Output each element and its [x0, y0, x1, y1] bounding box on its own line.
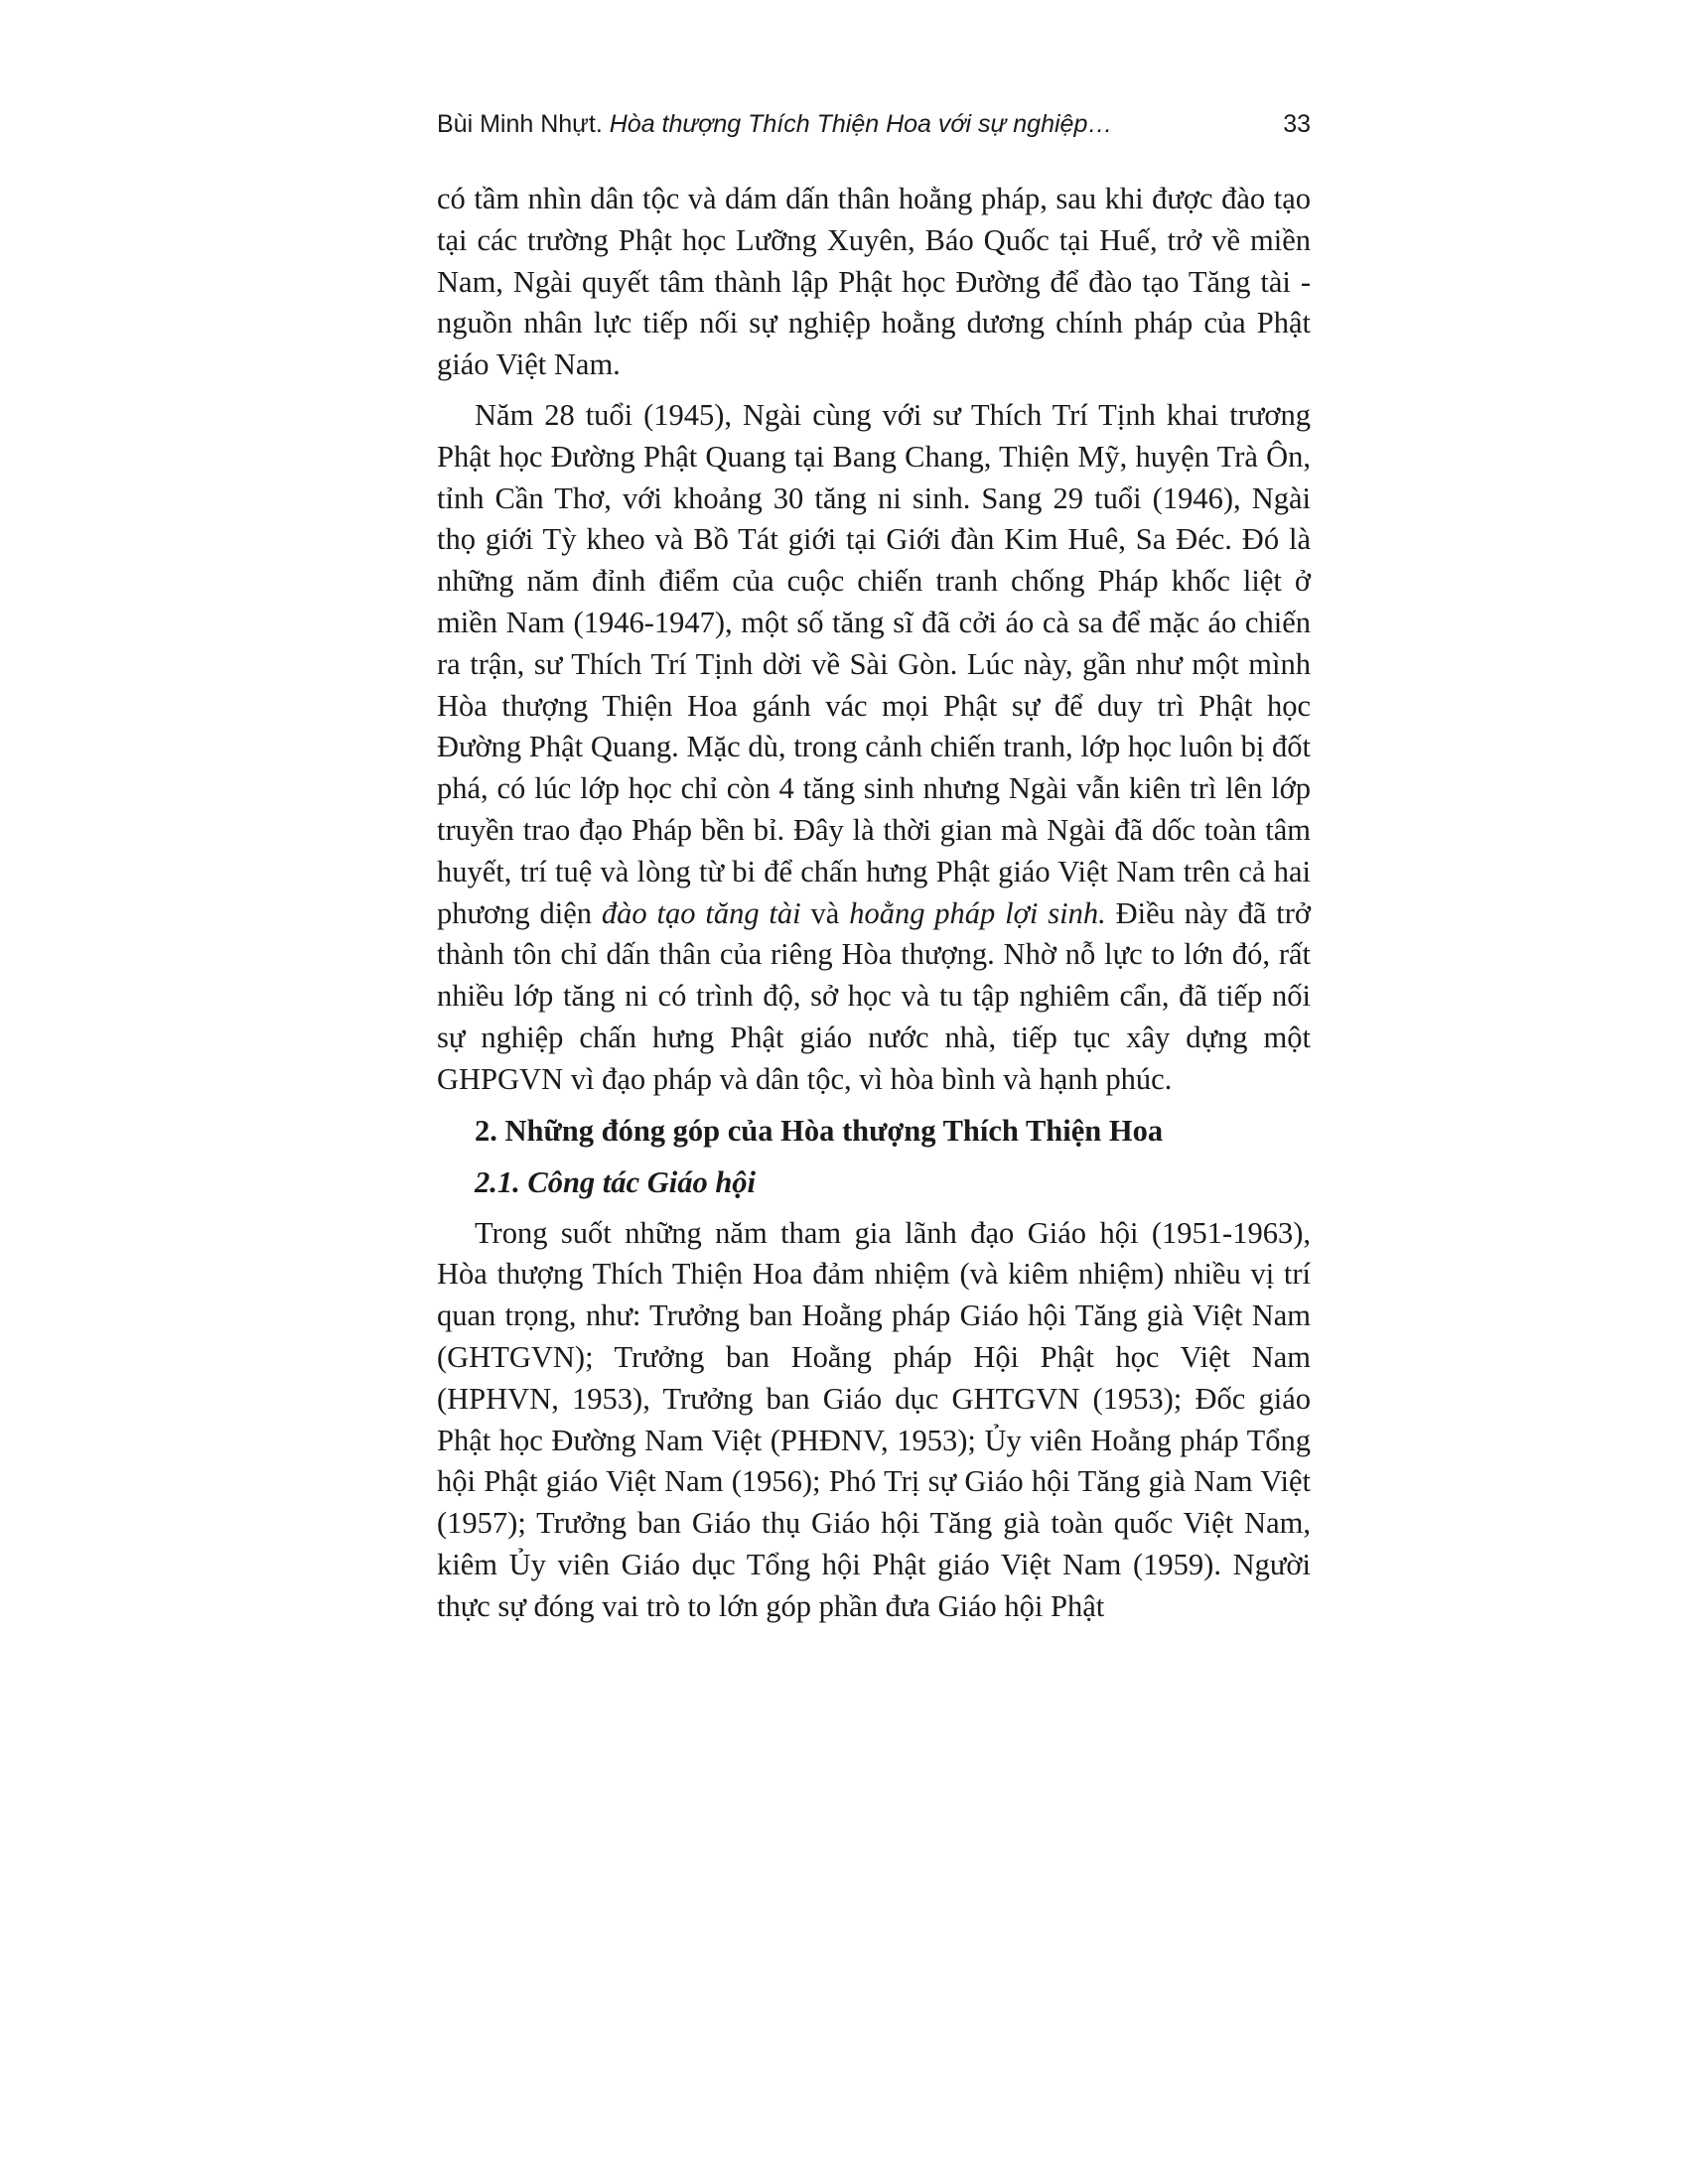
paragraph-giao-hoi: Trong suốt những năm tham gia lãnh đạo Giáo hội (1951-1963), Hòa thượng Thích Thiện Hoa đảm nhiệm (và kiêm nhiệm) nhiều vị trí quan trọng, như: Trưởng ban Hoằng pháp Giáo hội Tăng già Việt Nam (GHTGVN); Trưởng ban Hoằng pháp Hội Phật học Việt Nam (HPHVN, 1953), Trưởng ban Giáo dục GHTGVN (1953); Đốc giáo Phật học Đường Nam Việt (PHĐNV, 1953); Ủy viên Hoằng pháp Tổng hội Phật giáo Việt Nam (1956); Phó Trị sự Giáo hội Tăng già Nam Việt (1957); Trưởng ban Giáo thụ Giáo hội Tăng già toàn quốc Việt Nam, kiêm Ủy viên Giáo dục Tổng hội Phật giáo Việt Nam (1959). Người thực sự đóng vai trò to lớn góp phần đưa Giáo hội Phật — [437, 1215, 1311, 1623]
paragraph-text: Năm 28 tuổi (1945), Ngài cùng với sư Thích Trí Tịnh khai trương Phật học Đường Phật Quang tại Bang Chang, Thiện Mỹ, huyện Trà Ôn, tỉnh Cần Thơ, với khoảng 30 tăng ni sinh. Sang 29 tuổi (1946), Ngài thọ giới Tỳ kheo và Bồ Tát giới tại Giới đàn Kim Huê, Sa Đéc. Đó là những năm đỉnh điểm của cuộc chiến tranh chống Pháp khốc liệt ở miền Nam (1946-1947), một số tăng sĩ đã cởi áo cà sa để mặc áo chiến ra trận, sư Thích Trí Tịnh dời về Sài Gòn. Lúc này, gần như một mình Hòa thượng Thiện Hoa gánh vác mọi Phật sự để duy trì Phật học Đường Phật Quang. Mặc dù, trong cảnh chiến tranh, lớp học luôn bị đốt phá, có lúc lớp học chỉ còn 4 tăng sinh nhưng Ngài vẫn kiên trì lên lớp truyền trao đạo Pháp bền bỉ. Đây là thời gian mà Ngài đã dốc toàn tâm huyết, trí tuệ và lòng từ bi để chấn hưng Phật giáo Việt Nam trên cả hai phương diện — [437, 397, 1311, 930]
paragraph-continued: có tầm nhìn dân tộc và dám dấn thân hoằng pháp, sau khi được đào tạo tại các trường Phật học Lưỡng Xuyên, Báo Quốc tại Huế, trở về miền Nam, Ngài quyết tâm thành lập Phật học Đường để đào tạo Tăng tài - nguồn nhân lực tiếp nối sự nghiệp hoằng dương chính pháp của Phật giáo Việt Nam. — [437, 182, 1311, 382]
paragraph-text: Điều này đã trở thành tôn chỉ dấn thân của riêng Hòa thượng. Nhờ nỗ lực to lớn đó, rất nhiều lớp tăng ni có trình độ, sở học và tu tập nghiêm cẩn, đã tiếp nối sự nghiệp chấn hưng Phật giáo nước nhà, tiếp tục xây dựng một GHPGVN vì đạo pháp và dân tộc, vì hòa bình và hạnh phúc. — [437, 895, 1312, 1096]
subsection-heading: 2.1. Công tác Giáo hội — [475, 1164, 757, 1199]
page-number: 33 — [1283, 110, 1311, 138]
paragraph-text: và — [810, 895, 840, 930]
running-header — [437, 107, 1311, 141]
header-author: Bùi Minh Nhựt. — [437, 110, 603, 138]
emphasis-text: đào tạo tăng tài — [601, 895, 801, 930]
paragraph-phat-quang — [437, 395, 1311, 1101]
section-heading: 2. Những đóng góp của Hòa thượng Thích Thiện Hoa — [475, 1113, 1164, 1148]
emphasis-text: hoằng pháp lợi sinh. — [849, 895, 1106, 930]
header-title: Hòa thượng Thích Thiện Hoa với sự nghiệp… — [609, 110, 1113, 138]
page-body — [437, 179, 1311, 1628]
